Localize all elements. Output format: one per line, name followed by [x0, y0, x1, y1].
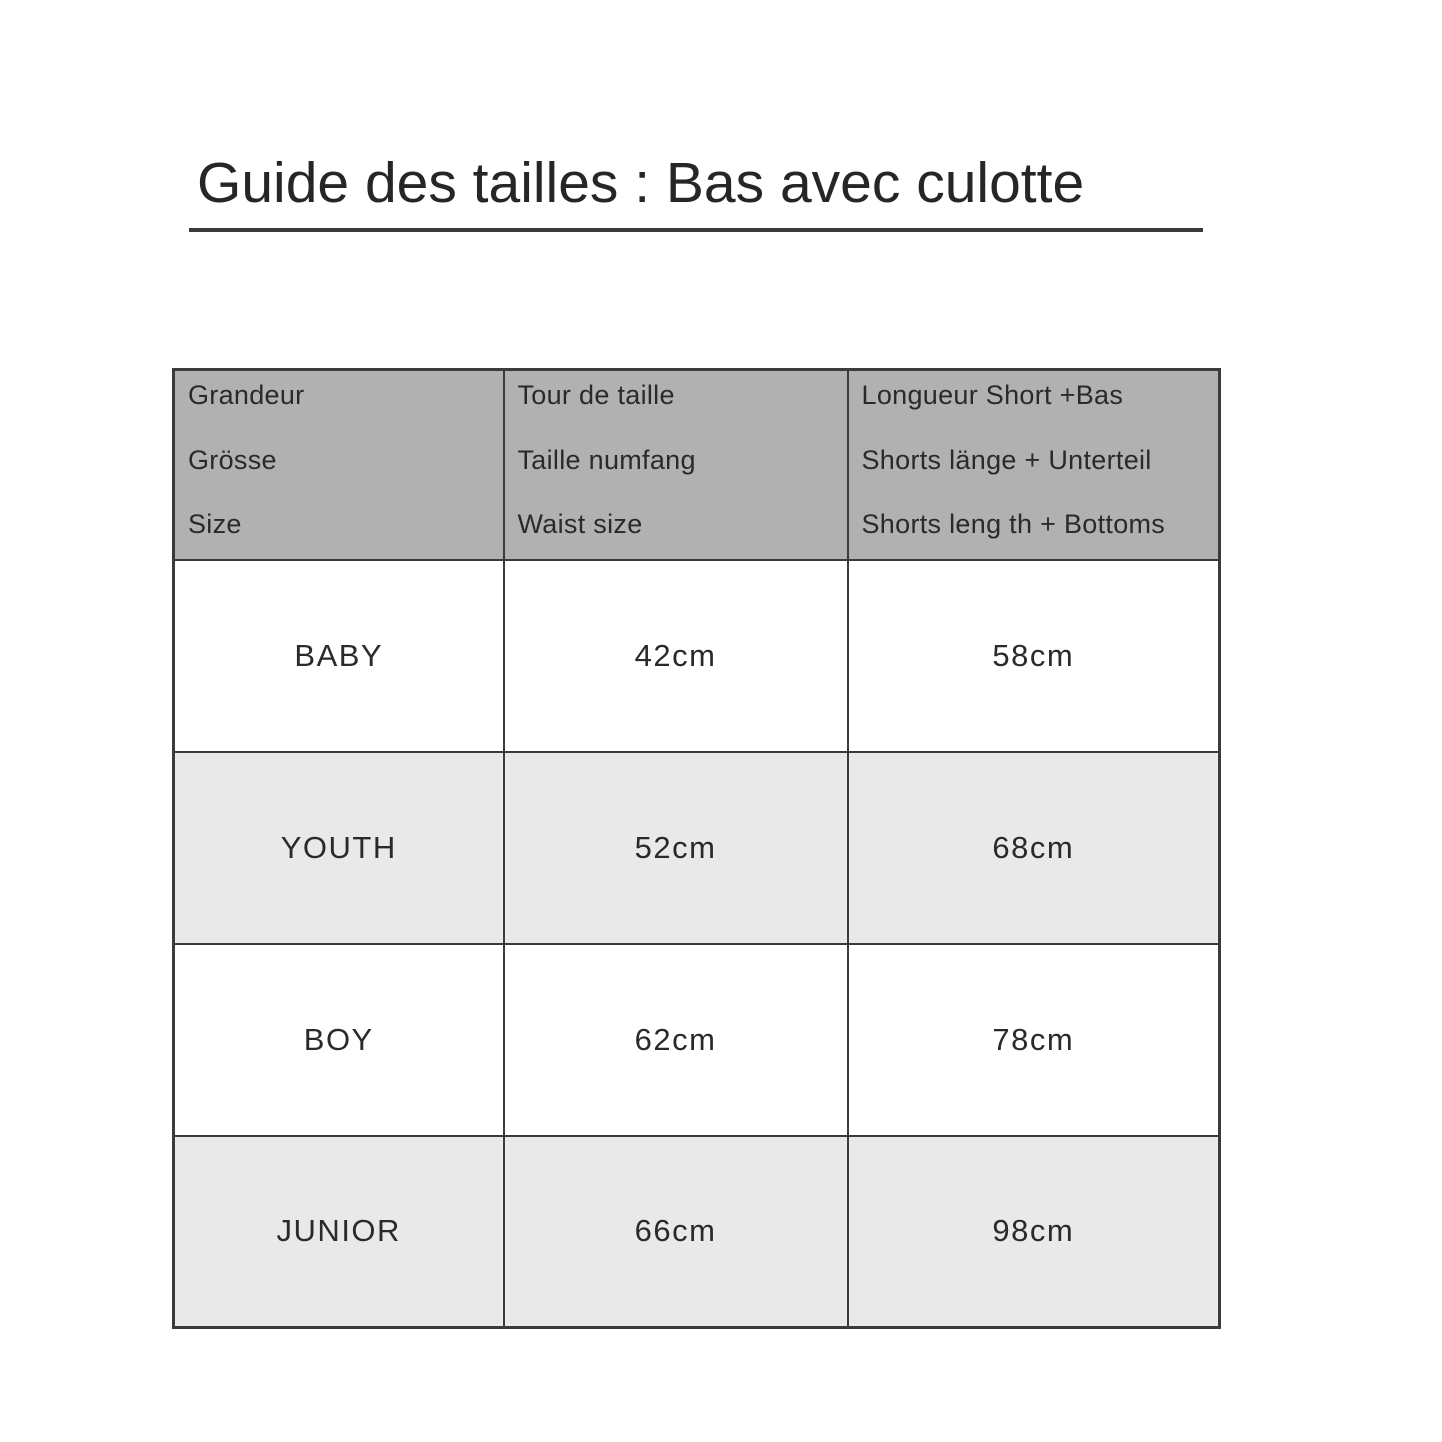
- title-underline: [189, 228, 1203, 232]
- header-size-stack: [175, 371, 503, 557]
- table-header-row: [174, 370, 1220, 560]
- header-waist-label-fr: Tour de taille: [517, 380, 675, 410]
- cell-size-junior: JUNIOR: [174, 1136, 504, 1328]
- cell-waist-youth: 52cm: [504, 752, 848, 944]
- header-cell-waist: [504, 370, 848, 560]
- cell-waist-baby: 42cm: [504, 560, 848, 752]
- header-length-label-fr: Longueur Short +Bas: [861, 380, 1124, 410]
- cell-size-baby: BABY: [174, 560, 504, 752]
- header-waist-label-de: Taille numfang: [517, 444, 696, 475]
- cell-size-boy: BOY: [174, 944, 504, 1136]
- header-size-label-en: Size: [188, 509, 242, 539]
- header-length-label-de: Shorts länge + Unterteil: [861, 444, 1152, 475]
- table-row-youth: [174, 752, 1220, 944]
- table-row-junior: [174, 1136, 1220, 1328]
- cell-length-youth: 68cm: [848, 752, 1220, 944]
- page-title: Guide des tailles : Bas avec culotte: [197, 151, 1085, 215]
- size-guide-table: [172, 368, 1221, 1329]
- cell-length-baby: 58cm: [848, 560, 1220, 752]
- cell-size-youth: YOUTH: [174, 752, 504, 944]
- header-size-label-fr: Grandeur: [188, 380, 305, 410]
- table-row-boy: [174, 944, 1220, 1136]
- header-length-stack: [849, 371, 1219, 557]
- cell-length-junior: 98cm: [848, 1136, 1220, 1328]
- cell-waist-junior: 66cm: [504, 1136, 848, 1328]
- header-waist-stack: [505, 371, 847, 557]
- cell-waist-boy: 62cm: [504, 944, 848, 1136]
- header-length-label-en: Shorts leng th + Bottoms: [861, 509, 1166, 539]
- cell-length-boy: 78cm: [848, 944, 1220, 1136]
- header-size-label-de: Grösse: [188, 444, 277, 475]
- header-waist-label-en: Waist size: [517, 509, 643, 539]
- header-cell-length: [848, 370, 1220, 560]
- table-row-baby: [174, 560, 1220, 752]
- header-cell-size: [174, 370, 504, 560]
